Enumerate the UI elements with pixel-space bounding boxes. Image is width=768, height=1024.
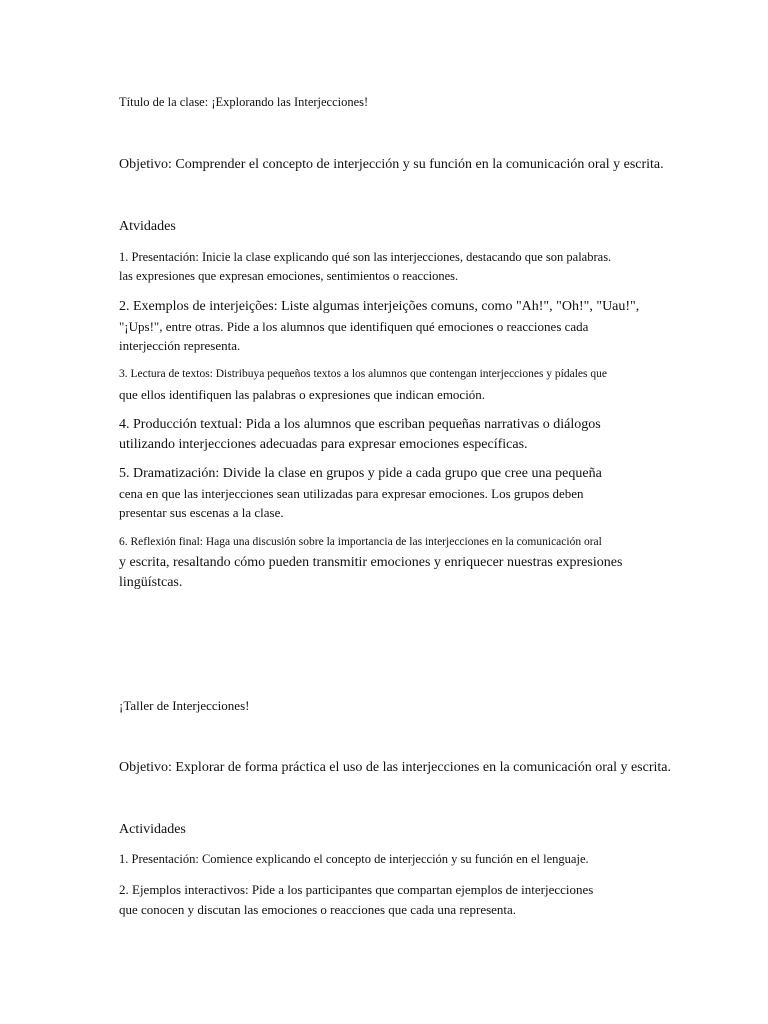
workshop-objective: Objetivo: Explorar de forma práctica el uso de las interjecciones en la comunicación oral y escrita. bbox=[119, 760, 671, 775]
lesson-title: Título de la clase: ¡Explorando las Interjecciones! bbox=[119, 95, 369, 109]
activity-2-line-1: 2. Exemplos de interjeições: Liste algumas interjeições comuns, como "Ah!", "Oh!", "Uau!", bbox=[119, 299, 640, 314]
activity-6-line-1: 6. Reflexión final: Haga una discusión sobre la importancia de las interjecciones en la comunicación oral bbox=[119, 536, 602, 548]
workshop-activity-2-line-2: que conocen y discutan las emociones o reacciones que cada una representa. bbox=[119, 902, 517, 917]
activity-1-line-1: 1. Presentación: Inicie la clase explicando qué son las interjecciones, destacando que son palabras. bbox=[119, 250, 612, 264]
activity-4-line-2: utilizando interjecciones adecuadas para expresar emociones específicas. bbox=[119, 437, 528, 452]
activities-heading: Atvidades bbox=[119, 219, 176, 234]
activity-6-line-2: y escrita, resaltando cómo pueden transmitir emociones y enriquecer nuestras expresiones bbox=[119, 555, 623, 570]
activity-6-line-3: lingüístcas. bbox=[119, 575, 183, 590]
workshop-activities-heading: Actividades bbox=[119, 822, 186, 837]
workshop-activity-2-line-1: 2. Ejemplos interactivos: Pide a los participantes que compartan ejemplos de interjecciones bbox=[119, 882, 594, 897]
activity-1-line-2: las expresiones que expresan emociones, sentimientos o reacciones. bbox=[119, 269, 459, 283]
activity-2-line-3: interjección representa. bbox=[119, 338, 241, 353]
activity-5-line-2: cena en que las interjecciones sean utilizadas para expresar emociones. Los grupos deben bbox=[119, 486, 584, 501]
workshop-title: ¡Taller de Interjecciones! bbox=[119, 698, 250, 713]
activity-4-line-1: 4. Producción textual: Pida a los alumnos que escriban pequeñas narrativas o diálogos bbox=[119, 417, 601, 432]
activity-3-line-1: 3. Lectura de textos: Distribuya pequeños textos a los alumnos que contengan interjecciones y pídales que bbox=[119, 368, 607, 380]
activity-2-line-2: "¡Ups!", entre otras. Pide a los alumnos que identifiquen qué emociones o reacciones cada bbox=[119, 319, 589, 334]
activity-5-line-3: presentar sus escenas a la clase. bbox=[119, 505, 284, 520]
activity-5-line-1: 5. Dramatización: Divide la clase en grupos y pide a cada grupo que cree una pequeña bbox=[119, 466, 602, 481]
activity-3-line-2: que ellos identifiquen las palabras o expresiones que indican emoción. bbox=[119, 387, 486, 402]
workshop-activity-1-line-1: 1. Presentación: Comience explicando el concepto de interjección y su función en el lenguaje. bbox=[119, 852, 589, 866]
lesson-objective: Objetivo: Comprender el concepto de interjección y su función en la comunicación oral y escrita. bbox=[119, 157, 664, 172]
